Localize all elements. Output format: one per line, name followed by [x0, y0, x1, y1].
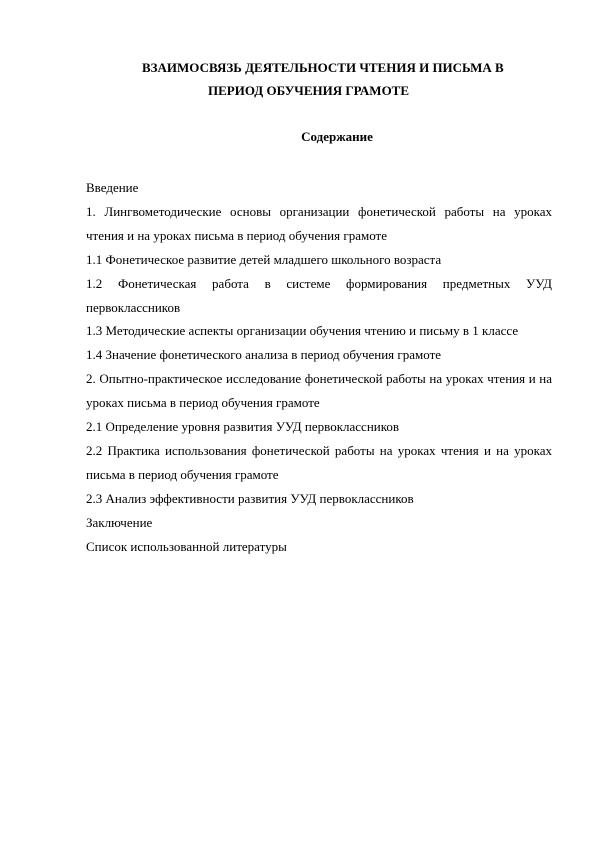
toc-item-1-1: 1.1 Фонетическое развитие детей младшего школьного возраста — [86, 251, 442, 267]
toc-heading: Содержание — [301, 129, 373, 144]
title-line-2: ПЕРИОД ОБУЧЕНИЯ ГРАМОТЕ — [208, 83, 410, 98]
toc-item-2-3: 2.3 Анализ эффективности развития УУД первоклассников — [86, 490, 414, 506]
toc-item-references: Список использованной литературы — [86, 538, 287, 554]
document-title — [86, 56, 554, 102]
toc-item-2-2: 2.2 Практика использования фонетической работы на уроках чтения и на уроках письма в период обучения грамоте — [86, 442, 552, 482]
toc-item-1-3: 1.3 Методические аспекты организации обучения чтению и письму в 1 классе — [86, 323, 519, 339]
toc-item-2-1: 2.1 Определение уровня развития УУД первоклассников — [86, 419, 400, 435]
table-of-contents — [86, 176, 552, 559]
toc-item-introduction: Введение — [86, 180, 139, 195]
toc-item-chapter-1: 1. Лингвометодические основы организации фонетической работы на уроках чтения и на уроках письма в период обучения грамоте — [86, 203, 552, 243]
title-line-1: ВЗАИМОСВЯЗЬ ДЕЯТЕЛЬНОСТИ ЧТЕНИЯ И ПИСЬМА В — [142, 60, 504, 75]
toc-item-conclusion: Заключение — [86, 514, 153, 530]
toc-item-1-4: 1.4 Значение фонетического анализа в период обучения грамоте — [86, 347, 442, 363]
toc-item-1-2: 1.2 Фонетическая работа в системе формирования предметных УУД первоклассников — [86, 275, 552, 315]
toc-item-chapter-2: 2. Опытно-практическое исследование фонетической работы на уроках чтения и на уроках письма в период обучения грамоте — [86, 371, 552, 411]
